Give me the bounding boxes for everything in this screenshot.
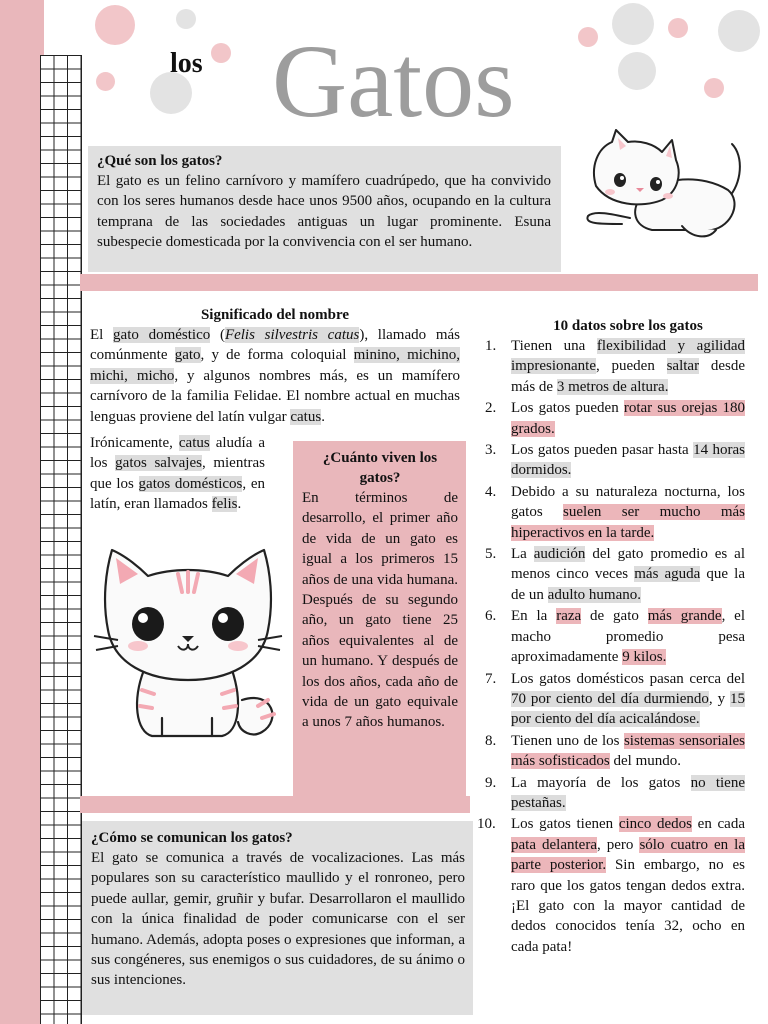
list-item: 2. Los gatos pueden rotar sus orejas 180 grados. bbox=[485, 400, 746, 437]
list-item: 1. Tienen una flexibilidad y agilidad impresionante, pueden saltar desde más de 3 metros de altura. bbox=[485, 338, 745, 395]
decor-circle bbox=[618, 52, 656, 90]
que-son-title: ¿Qué son los gatos? bbox=[97, 153, 223, 169]
significado-text-1: El gato doméstico (Felis silvestris catus), llamado más comúnmente gato, y de forma coloquial minino, michino, michi, micho, y algunos nombres más, es un mamífero carnívoro de la familia Felidae. El nombre actual en muchas lenguas proviene del latín vulgar catus. bbox=[90, 327, 460, 425]
list-item: 9. La mayoría de los gatos no tiene pestañas. bbox=[485, 774, 746, 811]
list-item: 5. La audición del gato promedio es al menos cinco veces más aguda que la de un adulto humano. bbox=[485, 546, 745, 603]
que-son-text: El gato es un felino carnívoro y mamífero cuadrúpedo, que ha convivido con los seres humanos desde hace unos 9500 años, ocupando en la cultura temprana de las sociedades antiguas un lugar prominente. Esuna subespecie domesticada por la convivencia con el ser humano. bbox=[97, 173, 551, 251]
cuanto-viven-text: En términos de desarrollo, el primer año de vida de un gato es igual a los primeros 15 años de una vida humana. Después de su segundo año, un gato tiene 25 años equivalentes al de un humano. Y después de los dos años, cada año de vida de un gato equivale a unos 7 años humanos. bbox=[302, 490, 458, 731]
list-item: 6. En la raza de gato más grande, el macho promedio pesa aproximadamente 9 kilos. bbox=[485, 608, 745, 666]
datos-title: 10 datos sobre los gatos bbox=[553, 318, 703, 334]
list-item: 4. Debido a su naturaleza nocturna, los gatos suelen ser mucho más hiperactivos en la tarde. bbox=[485, 483, 745, 541]
title-los: los bbox=[170, 48, 203, 79]
pink-sidebar bbox=[0, 0, 44, 1024]
title-gatos: Gatos bbox=[272, 24, 515, 139]
decor-circle bbox=[718, 10, 760, 52]
cat-sitting-illustration bbox=[92, 540, 284, 740]
decor-circle bbox=[96, 72, 115, 91]
significado-title: Significado del nombre bbox=[200, 307, 350, 323]
divider-bar bbox=[80, 796, 470, 813]
decor-circle bbox=[578, 27, 598, 47]
significado-section bbox=[90, 305, 460, 427]
datos-list bbox=[477, 336, 746, 957]
comunican-title: ¿Cómo se comunican los gatos? bbox=[91, 830, 293, 846]
que-son-box bbox=[88, 146, 561, 272]
comunican-text: El gato se comunica a través de vocalizaciones. Las más populares son su característico maullido y el ronroneo, pero puede aullar, gemir, gruñir y bufar. Desarrollaron el maullido con la única finalidad de poder comunicarse con el ser humano. Además, adopta poses o expresiones que informan, a sus congéneres, sus enemigos o sus cuidadores, de su ánimo o sus intenciones. bbox=[91, 850, 465, 989]
decor-circle bbox=[211, 43, 231, 63]
cat-lying-illustration bbox=[582, 126, 748, 244]
significado-section-2 bbox=[90, 433, 265, 515]
cuanto-viven-box bbox=[293, 441, 466, 796]
comunican-box bbox=[82, 821, 473, 1015]
decor-circle bbox=[668, 18, 688, 38]
grid-pattern bbox=[40, 55, 82, 1024]
decor-circle bbox=[95, 5, 135, 45]
list-item: 3. Los gatos pueden pasar hasta 14 horas dormidos. bbox=[485, 442, 745, 479]
datos-section bbox=[477, 316, 746, 958]
significado-text-2: Irónicamente, catus aludía a los gatos salvajes, mientras que los gatos domésticos, en latín, eran llamados felis. bbox=[90, 435, 266, 513]
divider-bar bbox=[80, 274, 758, 291]
list-item: 10. Los gatos tienen cinco dedos en cada pata delantera, pero sólo cuatro en la parte posterior. Sin embargo, no es raro que los gatos tengan dedos extra. ¡El gato con la mayor cantidad de dedos conocidos tenía 32, ocho en cada pata! bbox=[477, 816, 746, 955]
decor-circle bbox=[704, 78, 724, 98]
decor-circle bbox=[612, 3, 654, 45]
list-item: 7. Los gatos domésticos pasan cerca del 70 por ciento del día durmiendo, y 15 por ciento del día acicalándose. bbox=[485, 670, 745, 728]
list-item: 8. Tienen uno de los sistemas sensoriales más sofisticados del mundo. bbox=[485, 732, 745, 770]
decor-circle bbox=[176, 9, 196, 29]
cuanto-viven-title: ¿Cuánto viven los gatos? bbox=[322, 450, 438, 486]
